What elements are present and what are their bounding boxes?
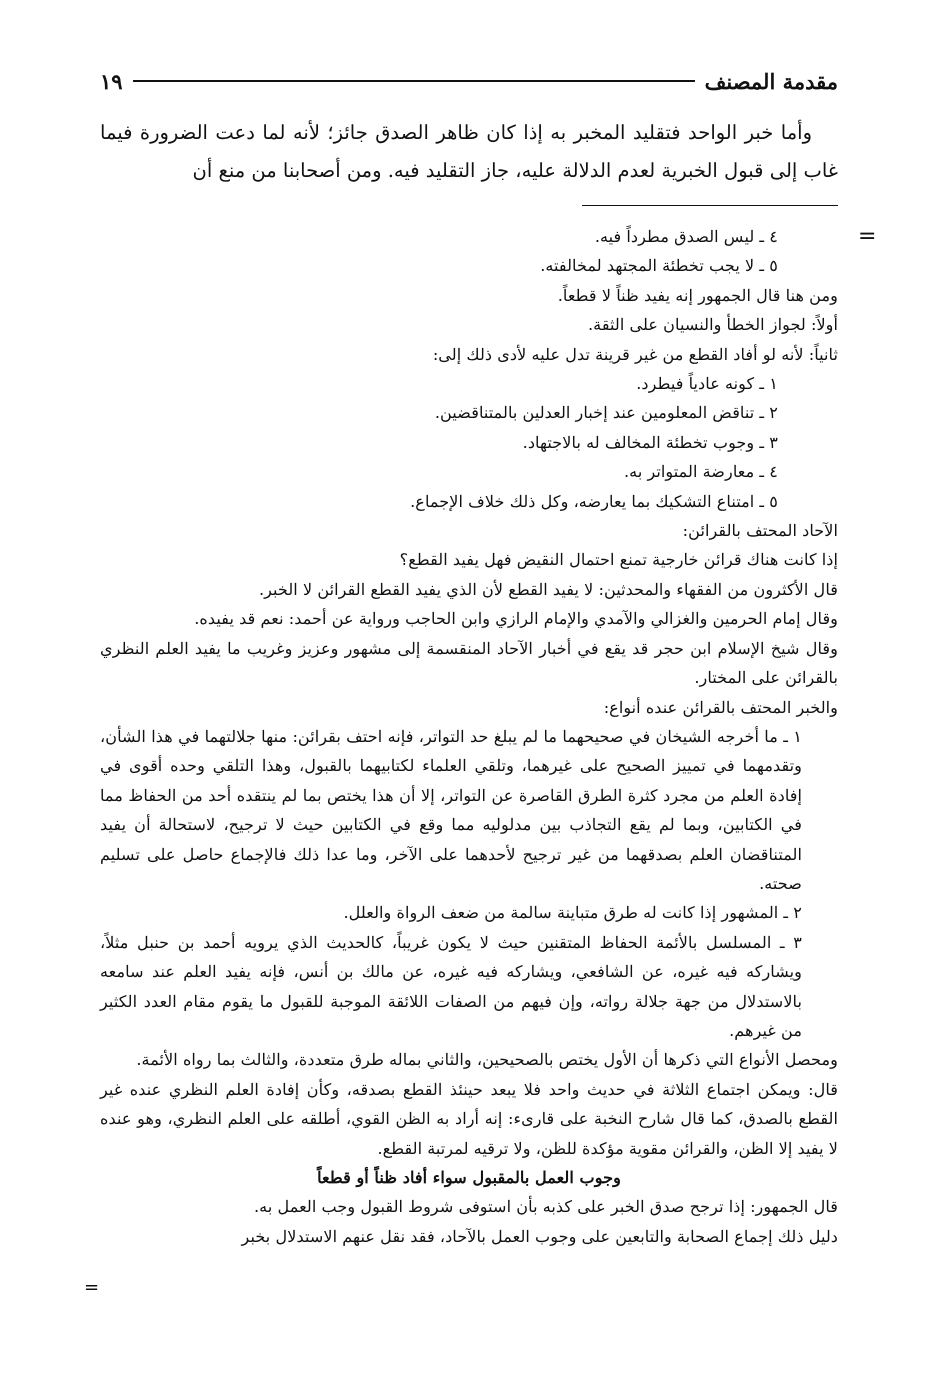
footnote-line: دليل ذلك إجماع الصحابة والتابعين على وجوب العمل بالآحاد، فقد نقل عنهم الاستدلال بخبر — [241, 1226, 838, 1246]
page-number: ١٩ — [100, 68, 123, 94]
footnote-line: ٥ ـ لا يجب تخطئة المجتهد لمخالفته. — [540, 256, 778, 276]
footnote-line: قال الجمهور: إذا ترجح صدق الخبر على كذبه بأن استوفى شروط القبول وجب العمل به. — [254, 1197, 838, 1217]
footnote-line: ومحصل الأنواع التي ذكرها أن الأول يختص بالصحيحين، والثاني بماله طرق متعددة، والثالث بما رواه الأئمة. — [136, 1050, 838, 1070]
main-text — [100, 114, 838, 190]
footnote-line: قال: ويمكن اجتماع الثلاثة في حديث واحد فلا يبعد حينئذ القطع بصدقه، وكأن إفادة العلم النظري عنده غير القطع بالصدق، كما قال شارح النخبة على قارىء: إنه أراد به الظن القوي، أطلقه على العلم النظري، وهو عنده لا يفيد إلا الظن، والقرائن مقوية مؤكدة للظن، ولا ترقيه لمرتبة القطع. — [100, 1079, 838, 1158]
footnotes — [100, 222, 838, 1251]
footnote-line: ومن هنا قال الجمهور إنه يفيد ظناً لا قطعاً. — [557, 285, 838, 305]
footnote-line: إذا كانت هناك قرائن خارجية تمنع احتمال النقيض فهل يفيد القطع؟ — [399, 550, 838, 570]
footnote-line: وقال إمام الحرمين والغزالي والآمدي والإمام الرازي وابن الحاجب ورواية عن أحمد: نعم قد يفيده. — [194, 609, 838, 629]
footnote-line: ٤ ـ معارضة المتواتر به. — [624, 462, 778, 482]
footnote-line: ١ ـ ما أخرجه الشيخان في صحيحهما ما لم يبلغ حد التواتر، فإنه احتف بقرائن: منها جلالتهما في هذا الشأن، وتقدمهما في تمييز الصحيح على غيرهما، وتلقي العلماء لكتابيهما بالقبول، وهذا التلقي وحده أقوى في إفادة العلم من مجرد كثرة الطرق القاصرة عن التواتر، إلا أن هذا يختص بما لم ينتقده أحد من الحفاظ مما في الكتابين، وبما لم يقع التجاذب بين مدلوليه مما وقع في الكتابين حيث لا ترجيح، لاستحالة أن يفيد المتناقضان العلم بصدقهما من غير ترجيح لأحدهما على الآخر، وما عدا ذلك فالإجماع حاصل على تسليم صحته. — [100, 726, 802, 893]
footnote-line: وقال شيخ الإسلام ابن حجر قد يقع في أخبار الآحاد المنقسمة إلى مشهور وعزيز وغريب ما يفيد العلم النظري بالقرائن على المختار. — [100, 638, 838, 688]
footnote-line: الآحاد المحتف بالقرائن: — [682, 521, 838, 541]
footnote-line: ٤ ـ ليس الصدق مطرداً فيه. — [594, 227, 778, 246]
footnote-line: ٣ ـ المسلسل بالأئمة الحفاظ المتقنين حيث لا يكون غريباً، كالحديث الذي يرويه أحمد بن حنبل مثلاً، ويشاركه فيه غيره، عن الشافعي، ويشاركه فيه غيره، عن مالك بن أنس، فإنه يفيد العلم عند سامعه بالاستدلال من جهة جلالة رواته، وإن فيهم من الصفات اللائقة الموجبة للقبول ما يقوم مقام العدد الكثير من غيرهم. — [100, 932, 802, 1040]
footnote-line: ثانياً: لأنه لو أفاد القطع من غير قرينة تدل عليه لأدى ذلك إلى: — [432, 344, 838, 364]
running-title: مقدمة المصنف — [704, 68, 838, 94]
footnote-line: ٢ ـ تناقض المعلومين عند إخبار العدلين بالمتناقضين. — [434, 403, 778, 423]
main-paragraph: وأما خبر الواحد فتقليد المخبر به إذا كان ظاهر الصدق جائز؛ لأنه لما دعت الضرورة فيما غاب إلى قبول الخبرية لعدم الدلالة عليه، جاز التقليد فيه. ومن أصحابنا من منع أن — [100, 121, 838, 182]
footnote-line: ١ ـ كونه عادياً فيطرد. — [636, 374, 778, 394]
header-rule — [133, 80, 695, 82]
footnote-line: أولاً: لجواز الخطأ والنسيان على الثقة. — [588, 315, 838, 335]
footnote-line: ٥ ـ امتناع التشكيك بما يعارضه، وكل ذلك خلاف الإجماع. — [410, 491, 778, 511]
footnote-line: والخبر المحتف بالقرائن عنده أنواع: — [603, 697, 838, 717]
section-heading: وجوب العمل بالمقبول سواء أفاد ظناً أو قطعاً — [317, 1168, 621, 1187]
continuation-mark-top: = — [858, 224, 877, 249]
continuation-mark-bottom: = — [84, 1277, 100, 1298]
footnote-line: ٣ ـ وجوب تخطئة المخالف له بالاجتهاد. — [522, 432, 778, 452]
footnote-line: قال الأكثرون من الفقهاء والمحدثين: لا يفيد القطع لأن الذي يفيد القطع القرائن لا الخبر. — [258, 579, 838, 599]
page-header — [100, 66, 838, 96]
footnote-separator — [582, 205, 838, 206]
footnote-line: ٢ ـ المشهور إذا كانت له طرق متباينة سالمة من ضعف الرواة والعلل. — [343, 903, 802, 923]
